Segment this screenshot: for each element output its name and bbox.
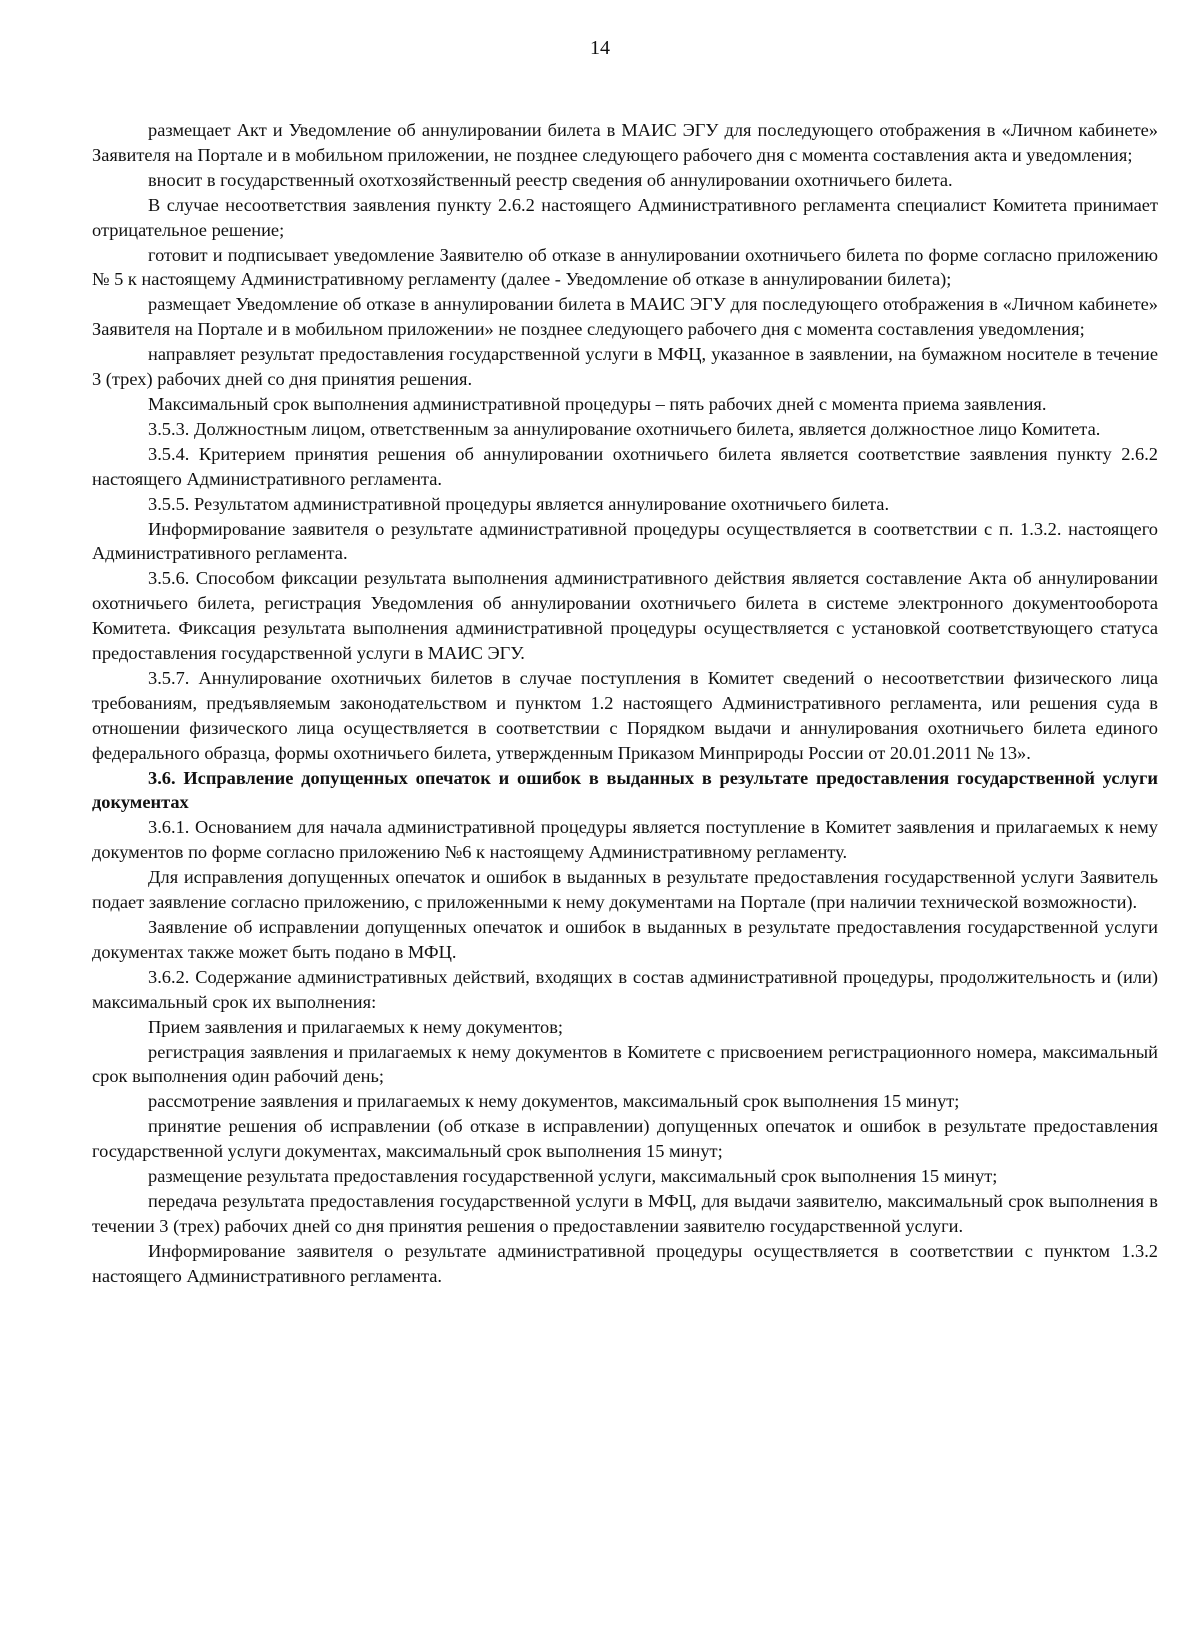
- body-paragraph: регистрация заявления и прилагаемых к нему документов в Комитете с присвоением регистрационного номера, максимальный срок выполнения один рабочий день;: [92, 1041, 1158, 1087]
- body-paragraph: размещает Акт и Уведомление об аннулировании билета в МАИС ЭГУ для последующего отображения в «Личном кабинете» Заявителя на Портале и в мобильном приложении, не позднее следующего рабочего дня с момента составления акта и уведомления;: [92, 120, 1158, 165]
- body-paragraph: принятие решения об исправлении (об отказе в исправлении) допущенных опечаток и ошибок в результате предоставления государственной услуги документах, максимальный срок выполнения 15 минут;: [92, 1116, 1158, 1162]
- body-paragraph: направляет результат предоставления государственной услуги в МФЦ, указанное в заявлении, на бумажном носителе в течение 3 (трех) рабочих дней со дня принятия решения.: [92, 344, 1158, 390]
- body-paragraph: Прием заявления и прилагаемых к нему документов;: [148, 1016, 564, 1037]
- body-paragraph: размещает Уведомление об отказе в аннулировании билета в МАИС ЭГУ для последующего отображения в «Личном кабинете» Заявителя на Портале и в мобильном приложении» не позднее следующего рабочего дня с момента составления уведомления;: [92, 294, 1158, 340]
- body-paragraph: 3.5.6. Способом фиксации результата выполнения административного действия является составление Акта об аннулировании охотничьего билета, регистрация Уведомления об аннулировании охотничьего билета в системе электронного документооборота Комитета. Фиксация результата выполнения административной процедуры осуществляется с установкой соответствующего статуса предоставления государственной услуги в МАИС ЭГУ.: [92, 568, 1158, 664]
- body-paragraph: В случае несоответствия заявления пункту 2.6.2 настоящего Административного регламента специалист Комитета принимает отрицательное решение;: [92, 194, 1158, 240]
- body-paragraph: Максимальный срок выполнения административной процедуры – пять рабочих дней с момента приема заявления.: [148, 393, 1047, 414]
- body-paragraph: Информирование заявителя о результате административной процедуры осуществляется в соответствии с пунктом 1.3.2 настоящего Административного регламента.: [92, 1240, 1158, 1286]
- body-paragraph: 3.6.1. Основанием для начала административной процедуры является поступление в Комитет заявления и прилагаемых к нему документов по форме согласно приложению №6 к настоящему Административному регламенту.: [92, 817, 1158, 863]
- body-paragraph: размещение результата предоставления государственной услуги, максимальный срок выполнения 15 минут;: [148, 1166, 998, 1187]
- page-number: 14: [590, 37, 610, 59]
- body-paragraph: 3.5.5. Результатом административной процедуры является аннулирование охотничьего билета.: [148, 493, 890, 514]
- body-paragraph: рассмотрение заявления и прилагаемых к нему документов, максимальный срок выполнения 15 минут;: [148, 1091, 960, 1112]
- body-paragraph: вносит в государственный охотхозяйственный реестр сведения об аннулировании охотничьего билета.: [148, 169, 953, 190]
- document-body: [92, 118, 1158, 1289]
- body-paragraph: 3.5.3. Должностным лицом, ответственным за аннулирование охотничьего билета, является должностное лицо Комитета.: [148, 418, 1101, 439]
- body-paragraph: передача результата предоставления государственной услуги в МФЦ, для выдачи заявителю, максимальный срок выполнения в течении 3 (трех) рабочих дней со дня принятия решения о предоставлении заявителю государственной услуги.: [92, 1190, 1158, 1236]
- body-paragraph: 3.5.7. Аннулирование охотничьих билетов в случае поступления в Комитет сведений о несоответствии физического лица требованиям, предъявляемым законодательством и пунктом 1.2 настоящего Административного регламента, или решения суда в отношении физического лица осуществляется в соответствии с Порядком выдачи и аннулирования охотничьего билета единого федерального образца, формы охотничьего билета, утвержденным Приказом Минприроды России от 20.01.2011 № 13».: [92, 667, 1158, 763]
- body-paragraph: готовит и подписывает уведомление Заявителю об отказе в аннулировании охотничьего билета по форме согласно приложению № 5 к настоящему Административному регламенту (далее - Уведомление об отказе в аннулировании билета);: [92, 244, 1158, 290]
- body-paragraph: 3.5.4. Критерием принятия решения об аннулировании охотничьего билета является соответствие заявления пункту 2.6.2 настоящего Административного регламента.: [92, 443, 1158, 489]
- body-paragraph: Заявление об исправлении допущенных опечаток и ошибок в выданных в результате предоставления государственной услуги документах также может быть подано в МФЦ.: [92, 917, 1158, 962]
- section-heading: 3.6. Исправление допущенных опечаток и ошибок в выданных в результате предоставления государственной услуги документах: [92, 767, 1158, 813]
- body-paragraph: 3.6.2. Содержание административных действий, входящих в состав административной процедуры, продолжительность и (или) максимальный срок их выполнения:: [92, 966, 1158, 1012]
- body-paragraph: Информирование заявителя о результате административной процедуры осуществляется в соответствии с п. 1.3.2. настоящего Административного регламента.: [92, 518, 1158, 564]
- body-paragraph: Для исправления допущенных опечаток и ошибок в выданных в результате предоставления государственной услуги Заявитель подает заявление согласно приложению, с приложенными к нему документами на Портале (при наличии технической возможности).: [92, 867, 1158, 913]
